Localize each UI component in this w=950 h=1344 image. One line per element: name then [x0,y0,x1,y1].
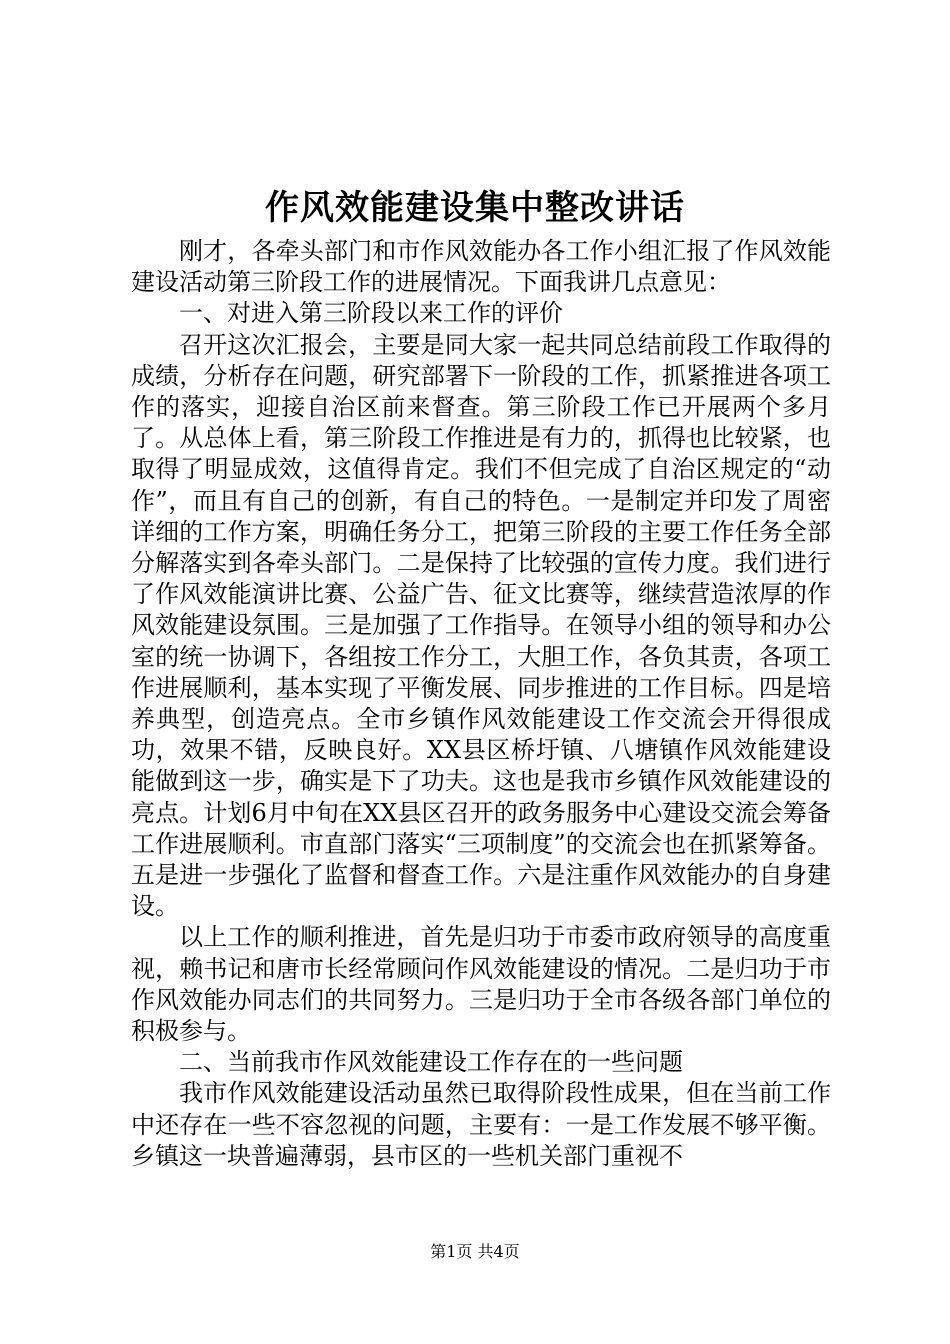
section-heading: 一、对进入第三阶段以来工作的评价 [179,299,563,328]
document-body [131,236,831,1173]
section-heading: 二、当前我市作风效能建设工作存在的一些问题 [179,1048,683,1077]
body-paragraph: 召开这次汇报会，主要是同大家一起共同总结前段工作取得的成绩，分析存在问题，研究部署下一阶段的工作，抓紧推进各项工作的落实，迎接自治区前来督查。第三阶段工作已开展两个多月了。从总体上看，第三阶段工作推进是有力的，抓得也比较紧，也取得了明显成效，这值得肯定。我们不但完成了自治区规定的“动作”，而且有自己的创新，有自己的特色。一是制定并印发了周密详细的工作方案，明确任务分工，把第三阶段的主要工作任务全部分解落实到各牵头部门。二是保持了比较强的宣传力度。我们进行了作风效能演讲比赛、公益广告、征文比赛等，继续营造浓厚的作风效能建设氛围。三是加强了工作指导。在领导小组的领导和办公室的统一协调下，各组按工作分工，大胆工作，各负其责，各项工作进展顺利，基本实现了平衡发展、同步推进的工作目标。四是培养典型，创造亮点。全市乡镇作风效能建设工作交流会开得很成功，效果不错，反映良好。XX县区桥圩镇、八塘镇作风效能建设能做到这一步，确实是下了功夫。这也是我市乡镇作风效能建设的亮点。计划6月中旬在XX县区召开的政务服务中心建设交流会筹备工作进展顺利。市直部门落实“三项制度”的交流会也在抓紧筹备。五是进一步强化了监督和督查工作。六是注重作风效能办的自身建设。 [131,330,831,921]
document-title: 作风效能建设集中整改讲话 [265,188,685,228]
body-paragraph: 刚才，各牵头部门和市作风效能办各工作小组汇报了作风效能建设活动第三阶段工作的进展情况。下面我讲几点意见： [131,237,831,297]
page-footer: 第1页 共4页 [430,1242,520,1261]
body-paragraph: 以上工作的顺利推进，首先是归功于市委市政府领导的高度重视，赖书记和唐市长经常顾问作风效能建设的情况。二是归功于市作风效能办同志们的共同努力。三是归功于全市各级各部门单位的积极参与。 [131,923,831,1046]
body-paragraph: 我市作风效能建设活动虽然已取得阶段性成果，但在当前工作中还存在一些不容忽视的问题，主要有：一是工作发展不够平衡。乡镇这一块普遍薄弱，县市区的一些机关部门重视不 [131,1079,831,1170]
